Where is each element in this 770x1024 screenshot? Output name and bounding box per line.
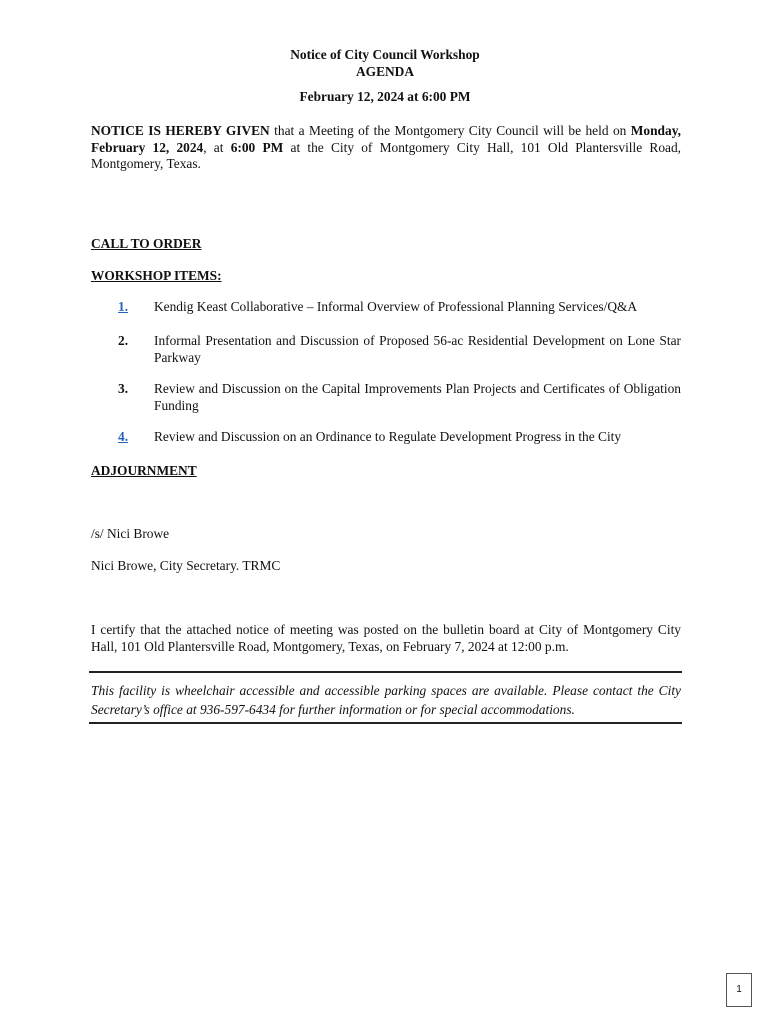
page-number: 1 bbox=[726, 973, 752, 1007]
agenda-item-3-text: Review and Discussion on the Capital Improvements Plan Projects and Certificates of Obligation Funding bbox=[154, 381, 681, 413]
agenda-item-4-number-link[interactable]: 4. bbox=[118, 429, 129, 444]
document-title: Notice of City Council Workshop bbox=[290, 47, 480, 62]
agenda-item-3-number: 3. bbox=[118, 381, 129, 396]
accessibility-notice: This facility is wheelchair accessible and accessible parking spaces are available. Please contact the City Secretary’s office at 936-597-6434 for further information or for special accommodations. bbox=[91, 683, 681, 717]
adjournment-heading: ADJOURNMENT bbox=[91, 463, 197, 478]
agenda-item-1-text: Kendig Keast Collaborative – Informal Overview of Professional Planning Services/Q&A bbox=[154, 299, 638, 314]
notice-time: 6:00 PM bbox=[230, 139, 284, 155]
top-divider bbox=[89, 671, 682, 673]
notice-text-2: , at bbox=[203, 139, 231, 155]
notice-text-1: that a Meeting of the Montgomery City Council will be held on bbox=[269, 123, 631, 138]
notice-lead: NOTICE IS HEREBY GIVEN bbox=[91, 123, 270, 138]
meeting-date-line: February 12, 2024 at 6:00 PM bbox=[299, 89, 471, 104]
call-to-order-heading: CALL TO ORDER bbox=[91, 236, 202, 251]
bottom-divider bbox=[89, 722, 682, 724]
agenda-item-2-number: 2. bbox=[118, 333, 129, 348]
notice-date: Monday, February 12, 2024 bbox=[91, 123, 681, 155]
posting-certification: I certify that the attached notice of meeting was posted on the bulletin board at City of Montgomery City Hall, 101 Old Plantersville Road, Montgomery, Texas, on February 7, 2024 at 12:00 p.m. bbox=[91, 622, 681, 654]
agenda-item-1-number-link[interactable]: 1. bbox=[118, 299, 129, 314]
meeting-notice-paragraph bbox=[91, 123, 681, 173]
electronic-signature: /s/ Nici Browe bbox=[91, 526, 170, 541]
agenda-heading: AGENDA bbox=[355, 64, 415, 79]
signatory-name-title: Nici Browe, City Secretary. TRMC bbox=[91, 558, 281, 573]
agenda-item-2-text: Informal Presentation and Discussion of Proposed 56-ac Residential Development on Lone Star Parkway bbox=[154, 333, 681, 365]
notice-text-3: at the City of Montgomery City Hall, 101 Old Plantersville Road, Montgomery, Texas. bbox=[91, 139, 681, 171]
agenda-item-4-text: Review and Discussion on an Ordinance to Regulate Development Progress in the City bbox=[154, 429, 622, 444]
workshop-items-heading: WORKSHOP ITEMS: bbox=[91, 268, 222, 283]
